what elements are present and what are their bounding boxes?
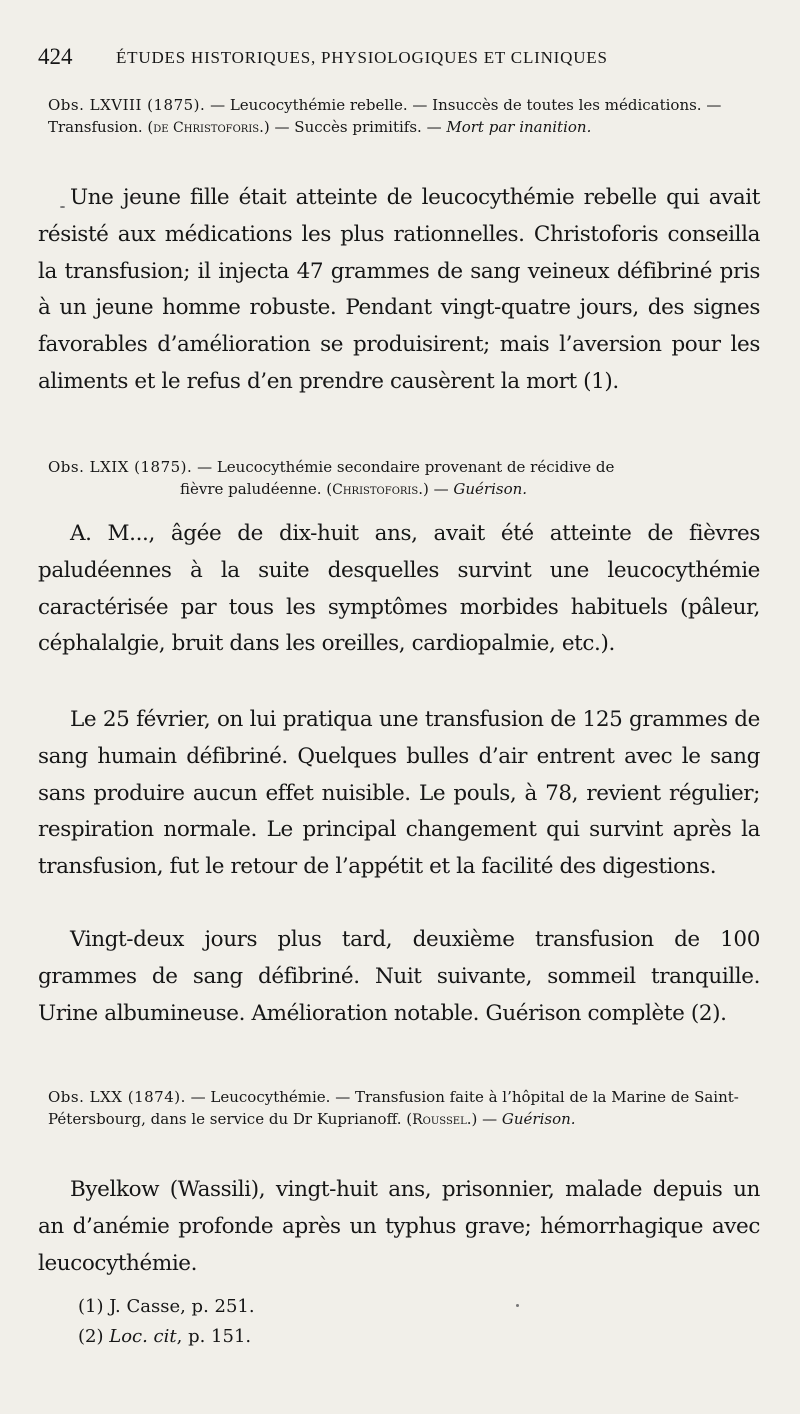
- footnote-1: [78, 1292, 255, 1322]
- footnote-mark: (2): [78, 1326, 104, 1347]
- observation-outcome: Mort par inanition.: [446, 118, 592, 136]
- page-header: [38, 44, 758, 72]
- observation-69-heading: Obs. LXIX (1875). — Leucocythémie secondaire provenant de récidive de fièvre paludéenne. (Christoforis.) — Guérison.: [48, 458, 615, 498]
- paragraph-2: A. M..., âgée de dix-huit ans, avait été atteinte de fièvres paludéennes à la suite desquelles survint une leucocythémie caractérisée par tous les symptômes morbides habituels (pâleur, céphalalgie, bruit dans les oreilles, cardiopalmie, etc.).: [38, 521, 760, 657]
- author-name: de Christoforis: [153, 120, 260, 136]
- footnote-italic: Loc. cit: [109, 1326, 177, 1347]
- footnote-text: J. Casse, p. 251.: [103, 1296, 255, 1317]
- observation-70-heading: Obs. LXX (1874). — Leucocythémie. — Transfusion faite à l’hôpital de la Marine de Saint-Pétersbourg, dans le service du Dr Kuprianoff. (Roussel.) — Guérison.: [48, 1088, 739, 1128]
- page-number: 424: [38, 44, 73, 69]
- ink-speck: [516, 1304, 519, 1307]
- footnotes: [78, 1292, 255, 1352]
- author-name: Roussel: [412, 1112, 467, 1128]
- paragraph-4: Vingt-deux jours plus tard, deuxième transfusion de 100 grammes de sang défibriné. Nuit suivante, sommeil tranquille. Urine albumineuse. Amélioration notable. Guérison complète (2).: [38, 927, 760, 1026]
- footnote-reference: (1).: [583, 368, 619, 394]
- observation-label: Obs. LXVIII (1875).: [48, 96, 206, 114]
- footnote-text: , p. 151.: [176, 1326, 252, 1347]
- observation-outcome: Guérison.: [453, 480, 528, 498]
- footnote-mark: (1): [78, 1296, 104, 1317]
- observation-68-heading: Obs. LXVIII (1875). — Leucocythémie rebelle. — Insuccès de toutes les médications. — Transfusion. (de Christoforis.) — Succès primitifs. — Mort par inanition.: [48, 96, 722, 136]
- paragraph-1: Une jeune fille était atteinte de leucocythémie rebelle qui avait résisté aux médications les plus rationnelles. Christoforis conseilla la transfusion; il injecta 47 grammes de sang veineux défibriné pris à un jeune homme robuste. Pendant vingt-quatre jours, des signes favorables d’amélioration se produisirent; mais l’aversion pour les aliments et le refus d’en prendre causèrent la mort (1).: [38, 185, 760, 394]
- running-title: ÉTUDES HISTORIQUES, PHYSIOLOGIQUES ET CLINIQUES: [116, 48, 608, 67]
- observation-label: Obs. LXIX (1875).: [48, 458, 193, 476]
- footnote-2: [78, 1322, 255, 1352]
- author-name: Christoforis: [332, 482, 419, 498]
- paragraph-5: Byelkow (Wassili), vingt-huit ans, prisonnier, malade depuis un an d’anémie profonde après un typhus grave; hémorrhagique avec leucocythémie.: [38, 1177, 760, 1276]
- paragraph-3: Le 25 février, on lui pratiqua une transfusion de 125 grammes de sang humain défibriné. Quelques bulles d’air entrent avec le sang sans produire aucun effet nuisible. Le pouls, à 78, revient régulier; respiration normale. Le principal changement qui survint après la transfusion, fut le retour de l’appétit et la facilité des digestions.: [38, 707, 760, 880]
- observation-label: Obs. LXX (1874).: [48, 1088, 186, 1106]
- observation-outcome: Guérison.: [501, 1110, 576, 1128]
- footnote-reference: (2).: [690, 1000, 727, 1026]
- ink-speck: [60, 206, 65, 208]
